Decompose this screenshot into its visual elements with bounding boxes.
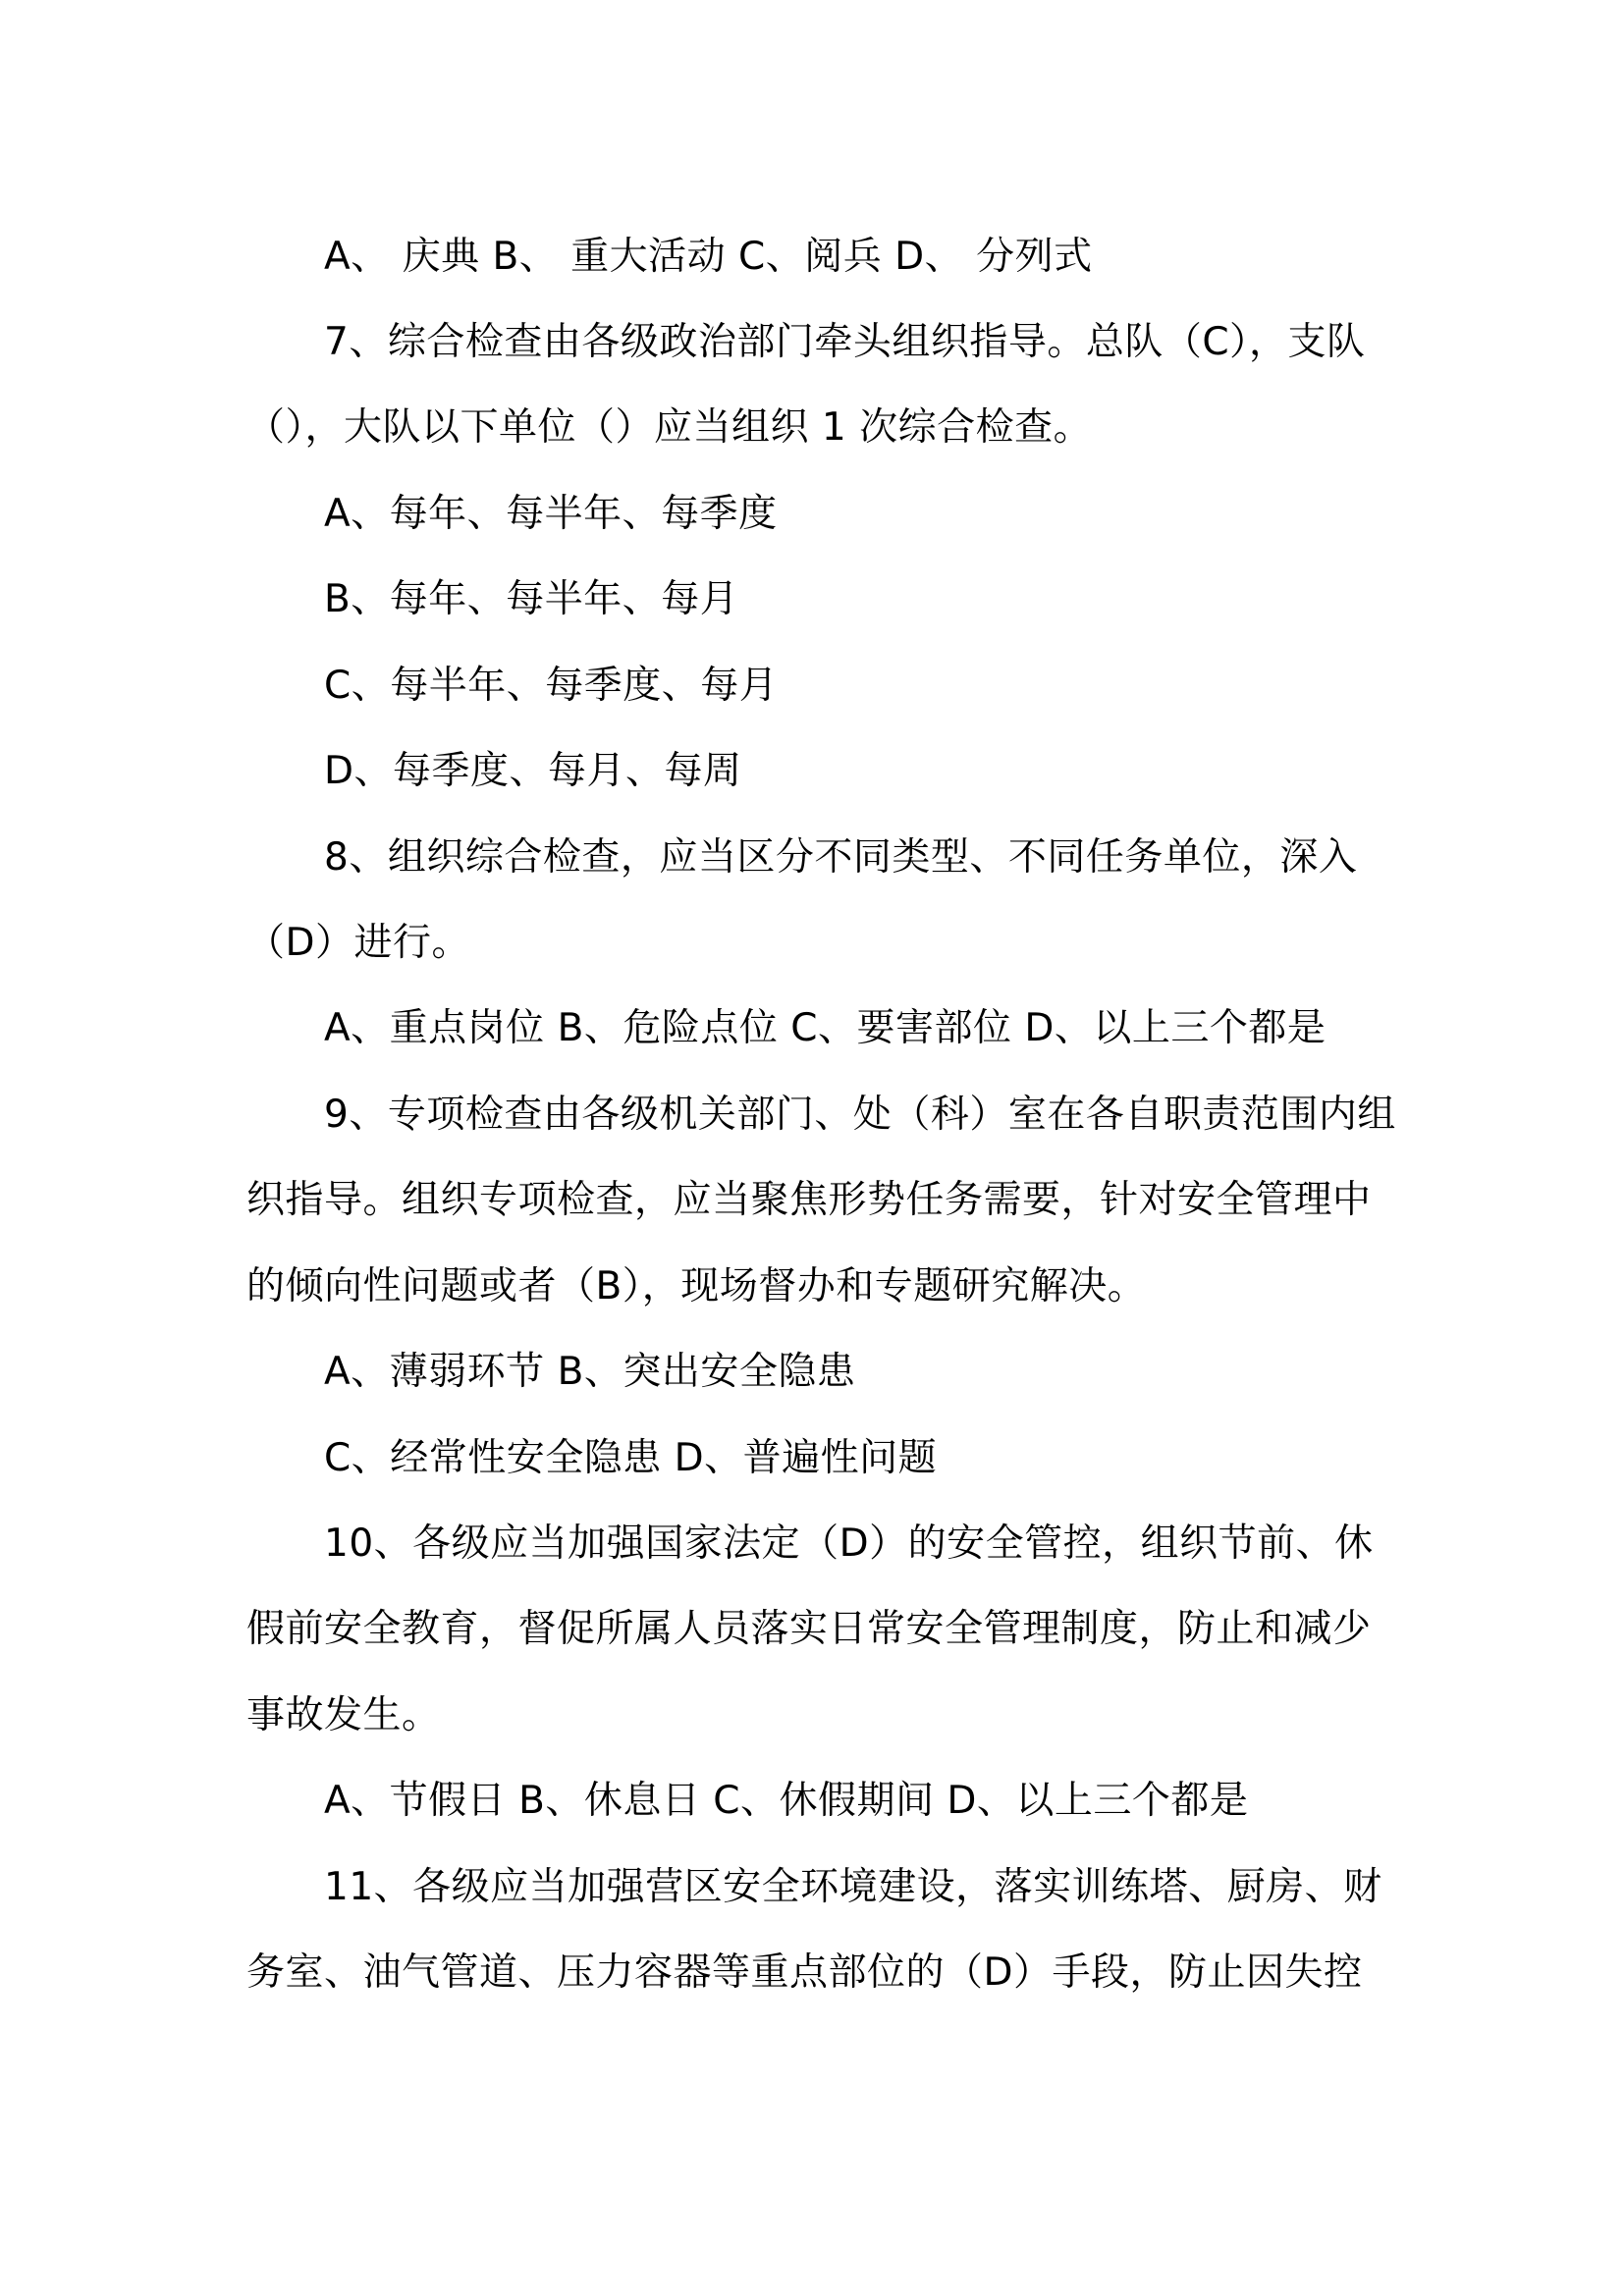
q8-question-line-2: （D）进行。 (246, 921, 471, 965)
q9-question-line-1: 9、专项检查由各级机关部门、处（科）室在各自职责范围内组 (324, 1093, 1396, 1137)
q10-question-line-2: 假前安全教育，督促所属人员落实日常安全管理制度，防止和减少 (246, 1607, 1372, 1651)
q7-question-line-2: （），大队以下单位（）应当组织 1 次综合检查。 (246, 405, 1093, 450)
q10-question-line-3: 事故发生。 (246, 1693, 441, 1737)
q6-options-line: A、 庆典 B、 重大活动 C、阅兵 D、 分列式 (324, 235, 1093, 279)
q7-question-line-1: 7、综合检查由各级政治部门牵头组织指导。总队（C），支队 (324, 320, 1366, 364)
q9-options-line-2: C、经常性安全隐患 D、普遍性问题 (324, 1436, 938, 1480)
q9-options-line-1: A、薄弱环节 B、突出安全隐患 (324, 1350, 856, 1394)
q10-options-line: A、节假日 B、休息日 C、休假期间 D、以上三个都是 (324, 1779, 1249, 1823)
q8-question-line-1: 8、组织综合检查，应当区分不同类型、不同任务单位，深入 (324, 835, 1358, 880)
q10-question-line-1: 10、各级应当加强国家法定（D）的安全管控，组织节前、休 (324, 1522, 1374, 1566)
q7-option-b: B、每年、每半年、每月 (324, 577, 739, 621)
q11-question-line-1: 11、各级应当加强营区安全环境建设，落实训练塔、厨房、财 (324, 1865, 1382, 1909)
q11-question-line-2: 务室、油气管道、压力容器等重点部位的（D）手段，防止因失控 (246, 1950, 1363, 1995)
q7-option-d: D、每季度、每月、每周 (324, 749, 742, 793)
q9-question-line-3: 的倾向性问题或者（B），现场督办和专题研究解决。 (246, 1264, 1147, 1308)
q9-question-line-2: 织指导。组织专项检查，应当聚焦形势任务需要，针对安全管理中 (246, 1178, 1372, 1222)
q8-options-line: A、重点岗位 B、危险点位 C、要害部位 D、以上三个都是 (324, 1006, 1326, 1050)
q7-option-c: C、每半年、每季度、每月 (324, 664, 779, 708)
q7-option-a: A、每年、每半年、每季度 (324, 492, 778, 536)
